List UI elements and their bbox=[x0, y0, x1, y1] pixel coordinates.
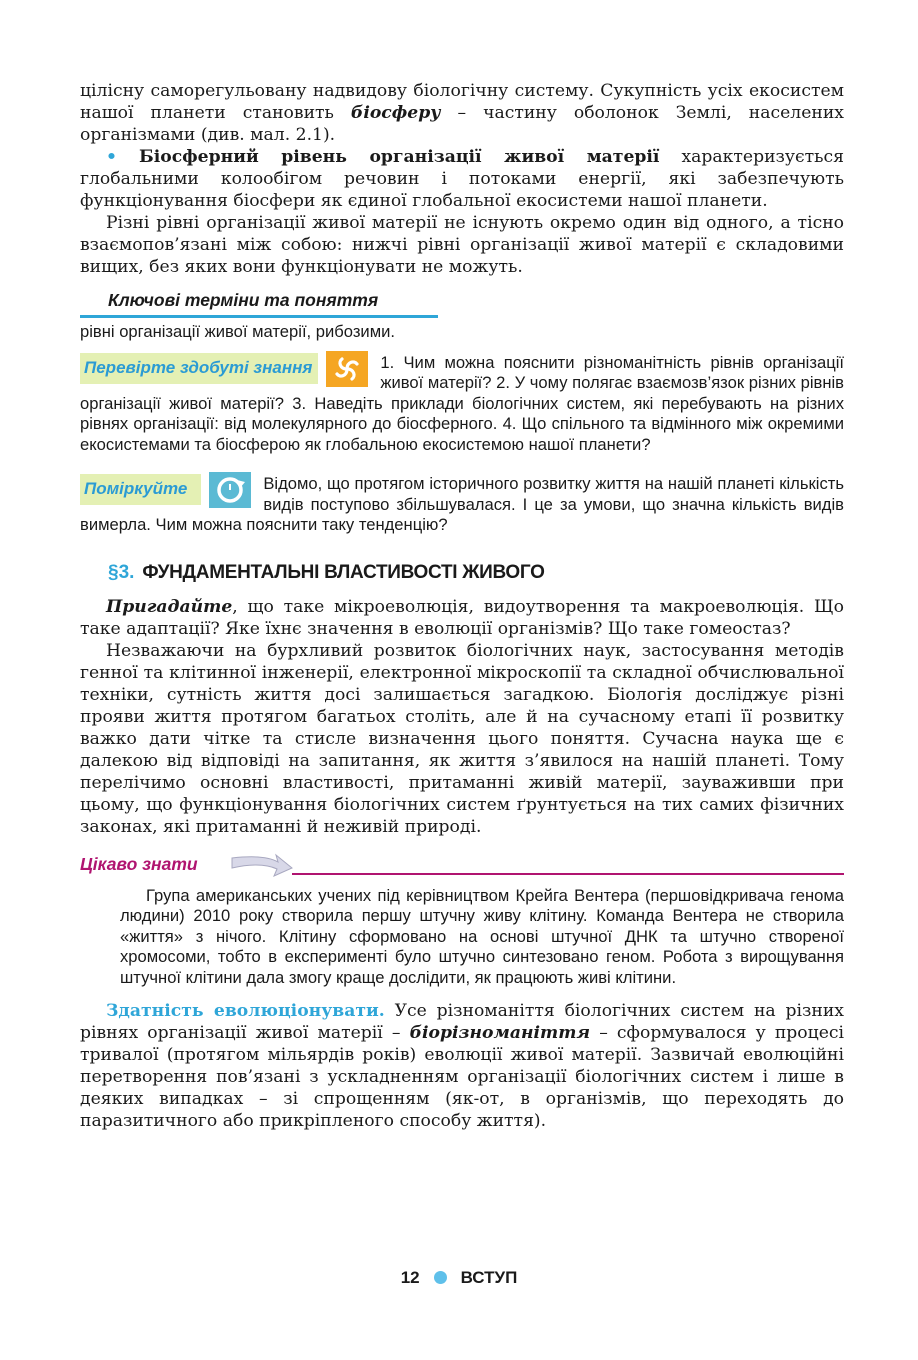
footer-section: ВСТУП bbox=[460, 1268, 518, 1287]
bullet-icon: • bbox=[106, 147, 117, 167]
interesting-text: Група американських учених під керівництвом Крейга Вентера (першовідкривача генома людини) 2010 року створила першу штучну живу клітину. Команда Вентера не створила «життя» з нічого. Клітину сформовано на основі штучної ДНК та штучно створеної хромосоми, тобто в експерименті було штучно синтезовано геном. Робота з вирощування штучної клітини дала змогу краще дослідити, як працюють живі клітини. bbox=[120, 885, 844, 987]
interesting-label: Цікаво знати bbox=[80, 853, 198, 874]
key-terms-header bbox=[80, 290, 844, 318]
spiral-icon bbox=[326, 351, 368, 387]
footer-dot-icon bbox=[434, 1271, 447, 1284]
think-text: Відомо, що протягом історичного розвитку життя на нашій планеті кількість видів поступово збільшувалася. І це за умови, що значна кількість видів вимерла. Чим можна пояснити таку тенденцію? bbox=[80, 474, 844, 534]
arrow-icon bbox=[230, 852, 294, 884]
key-terms-text: рівні організації живої матерії, рибозими. bbox=[80, 322, 395, 341]
page-number: 12 bbox=[400, 1268, 420, 1287]
page-content bbox=[80, 80, 844, 1132]
remember-term: Пригадайте bbox=[106, 596, 233, 617]
cycle-icon bbox=[209, 472, 251, 508]
term-biosphere-level: Біосферний рівень організації живої матерії bbox=[139, 147, 660, 167]
paragraph-biosphere: цілісну саморегульовану надвидову біологічну систему. Сукупність усіх екосистем нашої планети становить біосферу – частину оболонок Землі, населених організмами (див. мал. 2.1). bbox=[80, 81, 844, 145]
key-terms-heading: Ключові терміни та поняття bbox=[108, 290, 379, 310]
section-number: §3. bbox=[108, 561, 135, 583]
check-knowledge-block bbox=[80, 353, 844, 456]
remember-paragraph: Пригадайте, що таке мікроеволюція, видоутворення та макроеволюція. Що таке адаптації? Яке їхнє значення в еволюції організмів? Що таке гомеостаз? bbox=[80, 596, 844, 639]
interesting-header bbox=[80, 850, 844, 882]
think-label: Поміркуйте bbox=[80, 474, 201, 505]
paragraph-biosphere-level: • Біосферний рівень організації живої матерії характеризується глобальними колообігом речовин і потоками енергії, які забезпечують функціонування біосфери як єдиної глобальної екосистеми нашої планети. bbox=[80, 147, 844, 211]
evolution-term: Здатність еволюціонувати. bbox=[106, 1001, 385, 1021]
check-knowledge-text: 1. Чим можна пояснити різноманітність рівнів організації живої матерії? 2. У чому полягає взаємозв’язок різних рівнів організації живої матерії? 3. Наведіть приклади біологічних систем, які перебувають на різних рівнях організації: від молекулярного до біосферного. 4. Що спільного та відмінного між окремими екосистемами та біосферою як глобальною екосистемою нашої планети? bbox=[80, 352, 844, 454]
interesting-rule bbox=[292, 873, 844, 875]
term-biosphere: біосферу bbox=[350, 103, 441, 123]
check-knowledge-label: Перевірте здобуті знання bbox=[80, 353, 318, 384]
section-title bbox=[108, 562, 844, 588]
section-intro-paragraph: Незважаючи на бурхливий розвиток біологічних наук, застосування методів генної та клітинної інженерії, електронної мікроскопії та складної обчислювальної техніки, сутність життя досі залишається загадкою. Біологія досліджує різні прояви життя протягом багатьох століть, але й на сучасному етапі її розвитку важко дати чітке та стисле визначення цього поняття. Сучасна наука ще є далекою від відповіді на запитання, як життя з’явилося на нашій планеті. Тому перелічимо основні властивості, притаманні живій матерії, зауваживши при цьому, що функціонування біологічних систем ґрунтується на тих самих фізичних законах, які притаманні й неживій природі. bbox=[80, 640, 844, 837]
paragraph-levels-relation: Різні рівні організації живої матерії не існують окремо один від одного, а тісно взаємопов’язані між собою: нижчі рівні організації живої матерії є складовими вищих, без яких вони функціонувати не можуть. bbox=[80, 213, 844, 277]
term-biodiversity: біорізноманіття bbox=[409, 1023, 591, 1043]
evolution-paragraph: Здатність еволюціонувати. Усе різноманіття біологічних систем на різних рівнях організації живої матерії – біорізноманіття – сформувалося у процесі тривалої (протягом мільярдів років) еволюції живої матерії. Зазвичай еволюційні перетворення пов’язані з ускладненням організації біологічних систем і лише в деяких випадках – зі спрощенням (як-от, в організмів, що переходять до паразитичного або прикріпленого способу життя). bbox=[80, 1001, 844, 1131]
key-terms-underline bbox=[80, 315, 438, 318]
page-footer bbox=[0, 1268, 918, 1288]
think-block bbox=[80, 474, 844, 536]
section-name: ФУНДАМЕНТАЛЬНІ ВЛАСТИВОСТІ ЖИВОГО bbox=[142, 561, 545, 583]
